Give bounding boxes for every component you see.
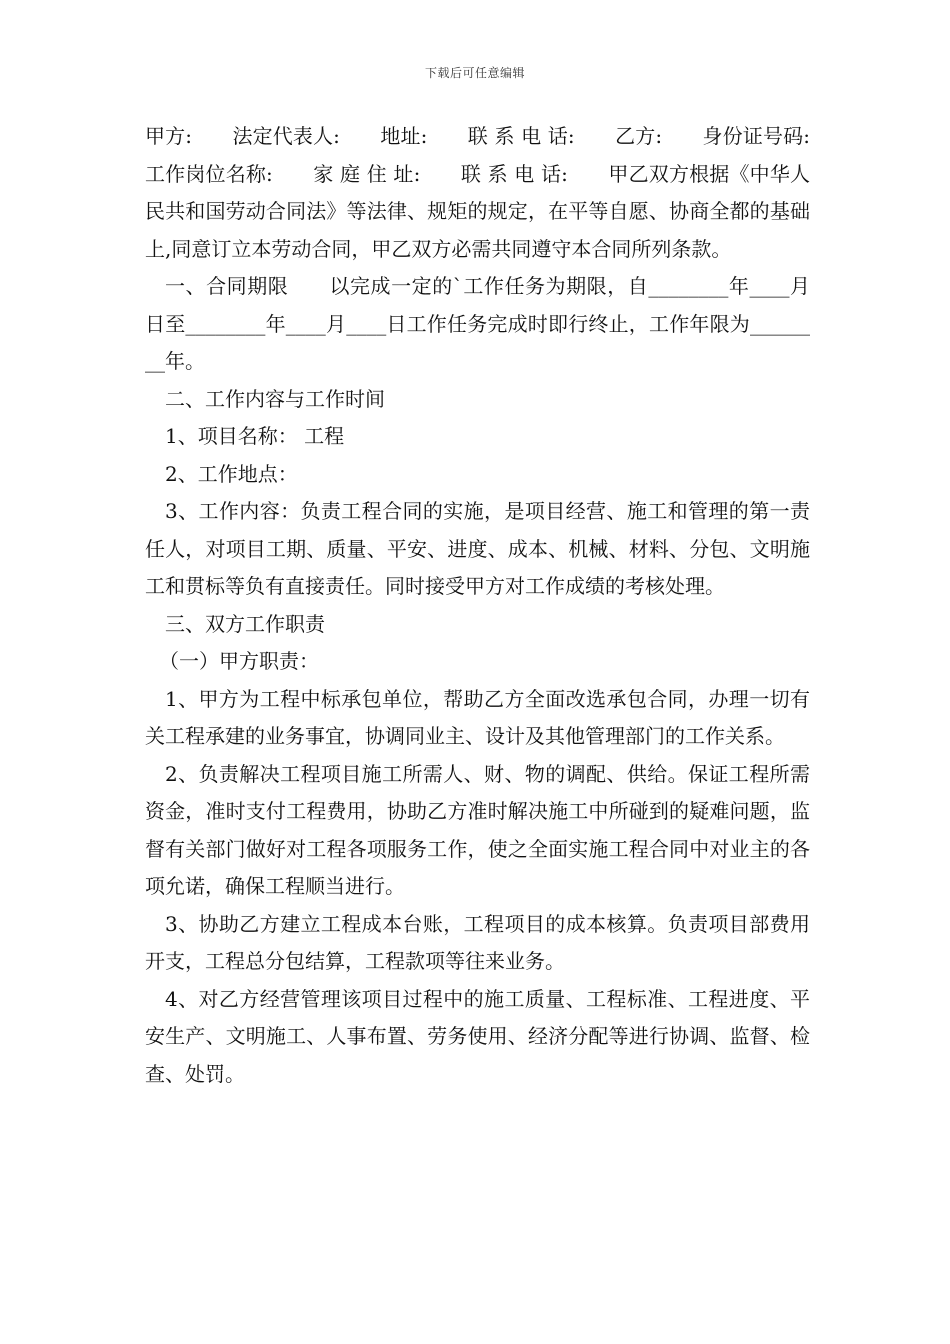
paragraph-party-a-4: 4、对乙方经营管理该项目过程中的施工质量、工程标准、工程进度、平安生产、文明施工、人事布置、劳务使用、经济分配等进行协调、监督、检查、处罚。 [145,986,810,1086]
document-body [145,118,850,1093]
section-title-work-content: 二、工作内容与工作时间 [165,386,385,411]
paragraph-party-a-3: 3、协助乙方建立工程成本台账，工程项目的成本核算。负责项目部费用开支，工程总分包结算，工程款项等往来业务。 [145,911,810,973]
paragraph-work-location: 2、工作地点： [165,461,298,486]
section-title-responsibilities: 三、双方工作职责 [165,611,325,636]
paragraph-party-a-2: 2、负责解决工程项目施工所需人、财、物的调配、供给。保证工程所需资金，准时支付工程费用，协助乙方准时解决施工中所碰到的疑难问题，监督有关部门做好对工程各项服务工作，使之全面实施工程合同中对业主的各项允诺，确保工程顺当进行。 [145,761,810,898]
paragraph-contract-term: 一、合同期限 以完成一定的`工作任务为期限，自________年____月日至________年____月____日工作任务完成时即行终止，工作年限为________年。 [145,274,810,373]
paragraph-party-a-1: 1、甲方为工程中标承包单位，帮助乙方全面改选承包合同，办理一切有关工程承建的业务事宜，协调同业主、设计及其他管理部门的工作关系。 [145,686,810,748]
paragraph-preamble: 甲方: 法定代表人: 地址: 联 系 电 话: 乙方: 身份证号码: 工作岗位名称: 家 庭 住 址: 联 系 电 话: 甲乙双方根据《中华人民共和国劳动合同法》等法律、规矩的规定，在平等自愿、协商全都的基础上,同意订立本劳动合同，甲乙双方必需共同遵守本合同所列条款。 [145,124,850,261]
paragraph-work-duties: 3、工作内容：负责工程合同的实施，是项目经营、施工和管理的第一责任人，对项目工期、质量、平安、进度、成本、机械、材料、分包、文明施工和贯标等负有直接责任。同时接受甲方对工作成绩的考核处理。 [145,499,810,598]
paragraph-project-name: 1、项目名称： 工程 [165,424,345,448]
page-header: 下载后可任意编辑 [424,66,525,80]
subsection-title-party-a: （一）甲方职责： [159,649,319,673]
